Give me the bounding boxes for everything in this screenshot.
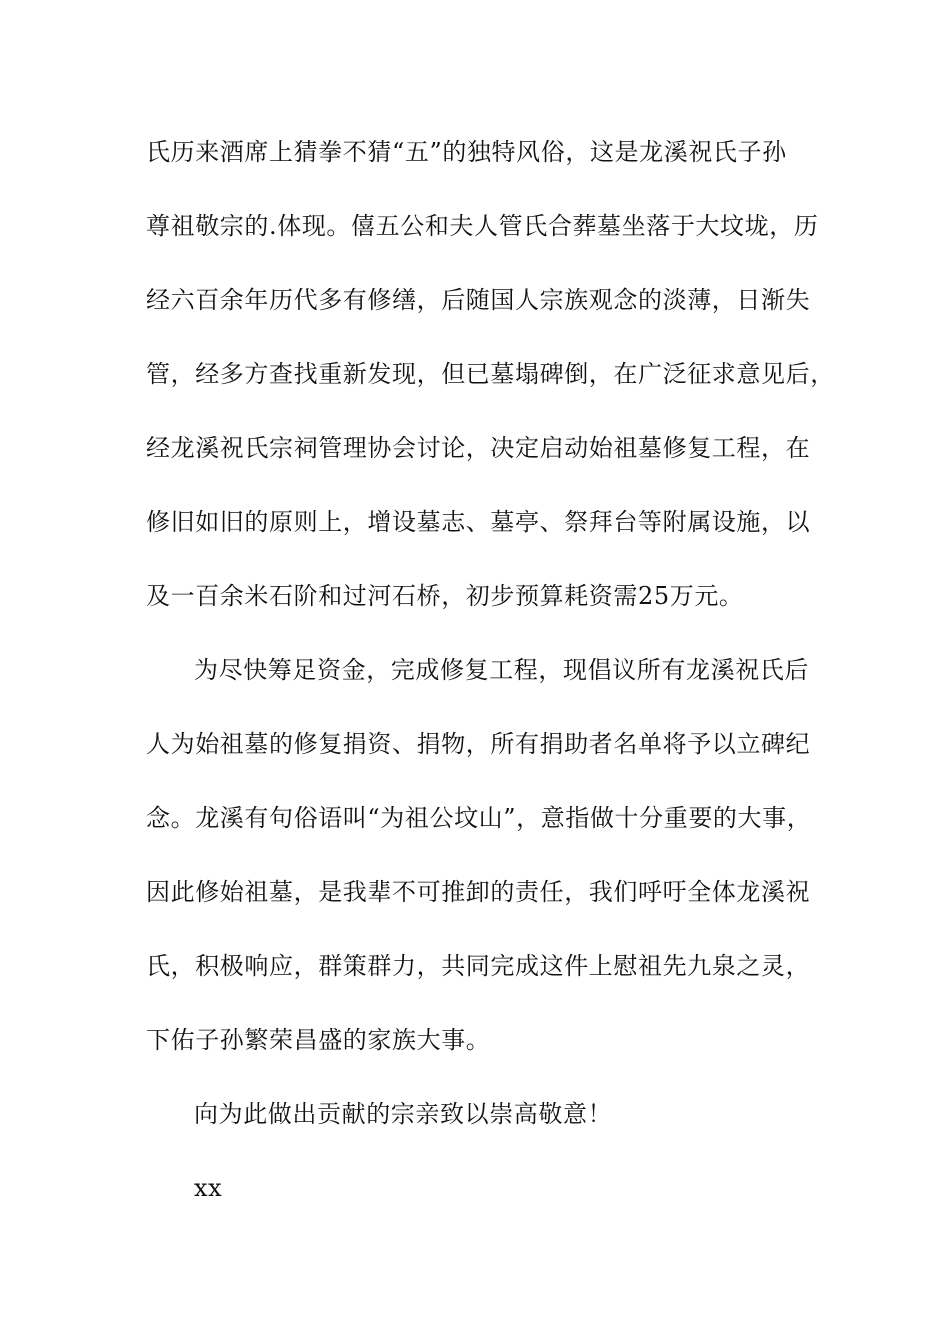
paragraph-line: 氏，积极响应，群策群力，共同完成这件上慰祖先九泉之灵，: [146, 952, 811, 980]
paragraph-line: 经龙溪祝氏宗祠管理协会讨论，决定启动始祖墓修复工程，在: [146, 434, 811, 462]
paragraph-line: 修旧如旧的原则上，增设墓志、墓亭、祭拜台等附属设施，以: [146, 508, 811, 536]
paragraph-line: 及一百余米石阶和过河石桥，初步预算耗资需25万元。: [146, 582, 744, 610]
paragraph-line: 为尽快筹足资金，完成修复工程，现倡议所有龙溪祝氏后: [194, 656, 809, 684]
closing-line: 向为此做出贡献的宗亲致以崇高敬意！: [194, 1100, 613, 1128]
paragraph-line: 人为始祖墓的修复捐资、捐物，所有捐助者名单将予以立碑纪: [146, 730, 811, 758]
paragraph-line: 尊祖敬宗的.体现。僖五公和夫人管氏合葬墓坐落于大坟垅，历: [146, 212, 819, 240]
paragraph-line: 因此修始祖墓，是我辈不可推卸的责任，我们呼吁全体龙溪祝: [146, 878, 811, 906]
paragraph-line: 管，经多方查找重新发现，但已墓塌碑倒，在广泛征求意见后，: [146, 360, 835, 388]
paragraph-line: 氏历来酒席上猜拳不猜“五”的独特风俗，这是龙溪祝氏子孙: [146, 138, 787, 166]
paragraph-line: 念。龙溪有句俗语叫“为祖公坟山”，意指做十分重要的大事，: [146, 804, 812, 832]
signature-line: xx: [194, 1174, 223, 1202]
paragraph-line: 经六百余年历代多有修缮，后随国人宗族观念的淡薄，日渐失: [146, 286, 811, 314]
paragraph-line: 下佑子孙繁荣昌盛的家族大事。: [146, 1026, 491, 1054]
